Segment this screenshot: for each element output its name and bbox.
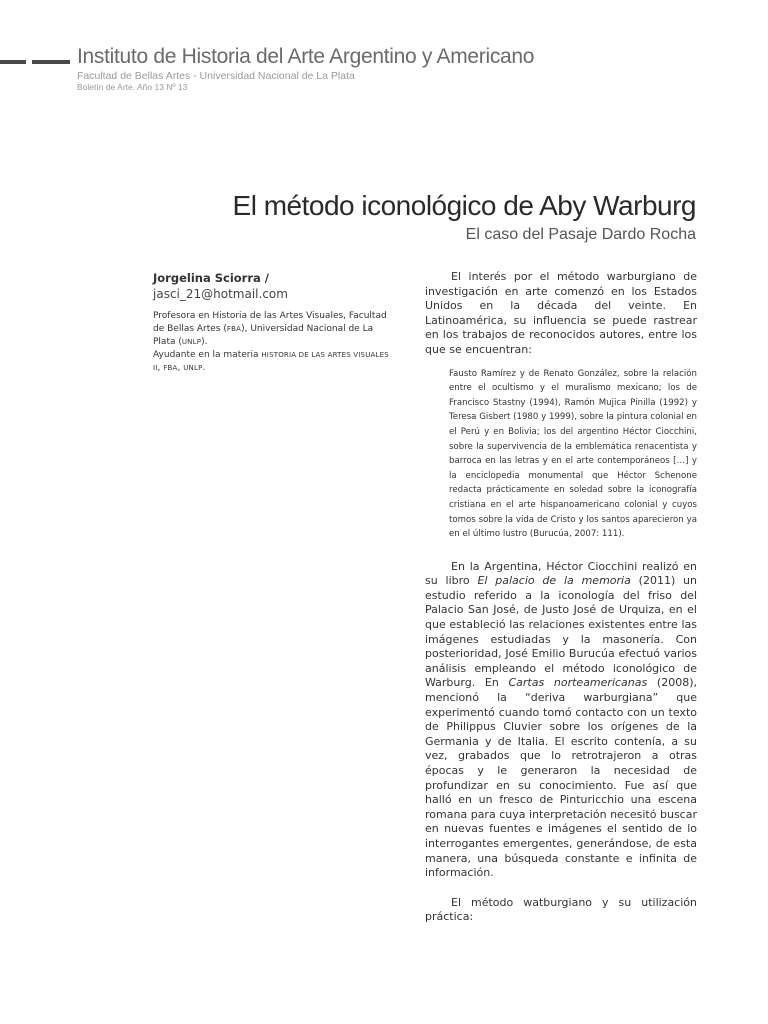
author-email: jasci_21@hotmail.com [153, 287, 288, 301]
book-title-palacio: El palacio de la memoria [477, 574, 631, 588]
author-name: Jorgelina Sciorra / [153, 271, 269, 285]
book-title-cartas: Cartas norteamericanas [508, 676, 648, 690]
body-column [425, 270, 697, 925]
issue-line: Boletín de Arte. Año 13 Nº 13 [77, 82, 188, 92]
faculty-line: Facultad de Bellas Artes - Universidad Nacional de La Plata [77, 70, 355, 82]
article-subtitle: El caso del Pasaje Dardo Rocha [465, 226, 696, 243]
paragraph-intro: El interés por el método warburgiano de investigación en arte comenzó en los Estados Unidos en la década del veinte. En Latinoamérica, su influencia se puede rastrear en los trabajos de reconocidos autores, entre los que se encuentran: [425, 270, 697, 356]
author-bio-affiliation: Profesora en Historia de las Artes Visuales, Facultad de Bellas Artes (FBA), Universidad Nacional de La Plata (UNLP). [153, 311, 387, 347]
block-quote: Fausto Ramírez y de Renato González, sobre la relación entre el ocultismo y el muralismo mexicano; los de Francisco Stastny (1994), Ramón Mujica Pinilla (1992) y Teresa Gisbert (1980 y 1999), sobre la pintura colonial en el Perú y en Bolivia; los del argentino Héctor Ciocchini, sobre la supervivencia de la emblemática renacentista y barroca en las letras y en el arte contemporáneos […] y la enciclopedia monumental que Héctor Schenone redacta prácticamente en soledad sobre la iconografía cristiana en el arte hispanoamericano colonial y cuyos tomos sobre la vida de Cristo y los santos aparecieron ya en el último lustro (Burucúa, 2007: 111). [449, 368, 697, 540]
author-bio [153, 310, 398, 375]
author-bio-role: Ayudante en la materia HISTORIA DE LAS ARTES VISUALES II, FBA, UNLP. [153, 350, 389, 373]
paragraph-method: El método watburgiano y su utilización práctica: [425, 895, 697, 924]
header-rule-short [0, 60, 26, 64]
article-title: El método iconológico de Aby Warburg [232, 190, 696, 221]
author-block [153, 271, 398, 375]
institute-title: Instituto de Historia del Arte Argentino y Americano [77, 45, 535, 68]
header-rule-long [32, 60, 70, 64]
paragraph-argentina: En la Argentina, Héctor Ciocchini realizó en su libro El palacio de la memoria (2011) un estudio referido a la iconología del friso del Palacio San José, de Justo José de Urquiza, en el que estableció las relaciones existentes entre las imágenes estudiadas y la masonería. Con posterioridad, José Emilio Burucúa efectuó varios análisis empleando el método iconológico de Warburg. En Cartas norteamericanas (2008), mencionó la “deriva warburgiana” que experimentó cuando tomó contacto con un texto de Philippus Cluvier sobre los orígenes de la Germania y de Italia. El escrito contenía, a su vez, grabados que lo retrotrajeron a otras épocas y le generaron la necesidad de profundizar en su conocimiento. Fue así que halló en un fresco de Pinturicchio una escena romana para cuya interpretación necesitó buscar en nuevas fuentes e imágenes el sentido de lo interrogantes emergentes, generándose, de esta manera, una búsqueda constante e infinita de información. [425, 559, 697, 880]
